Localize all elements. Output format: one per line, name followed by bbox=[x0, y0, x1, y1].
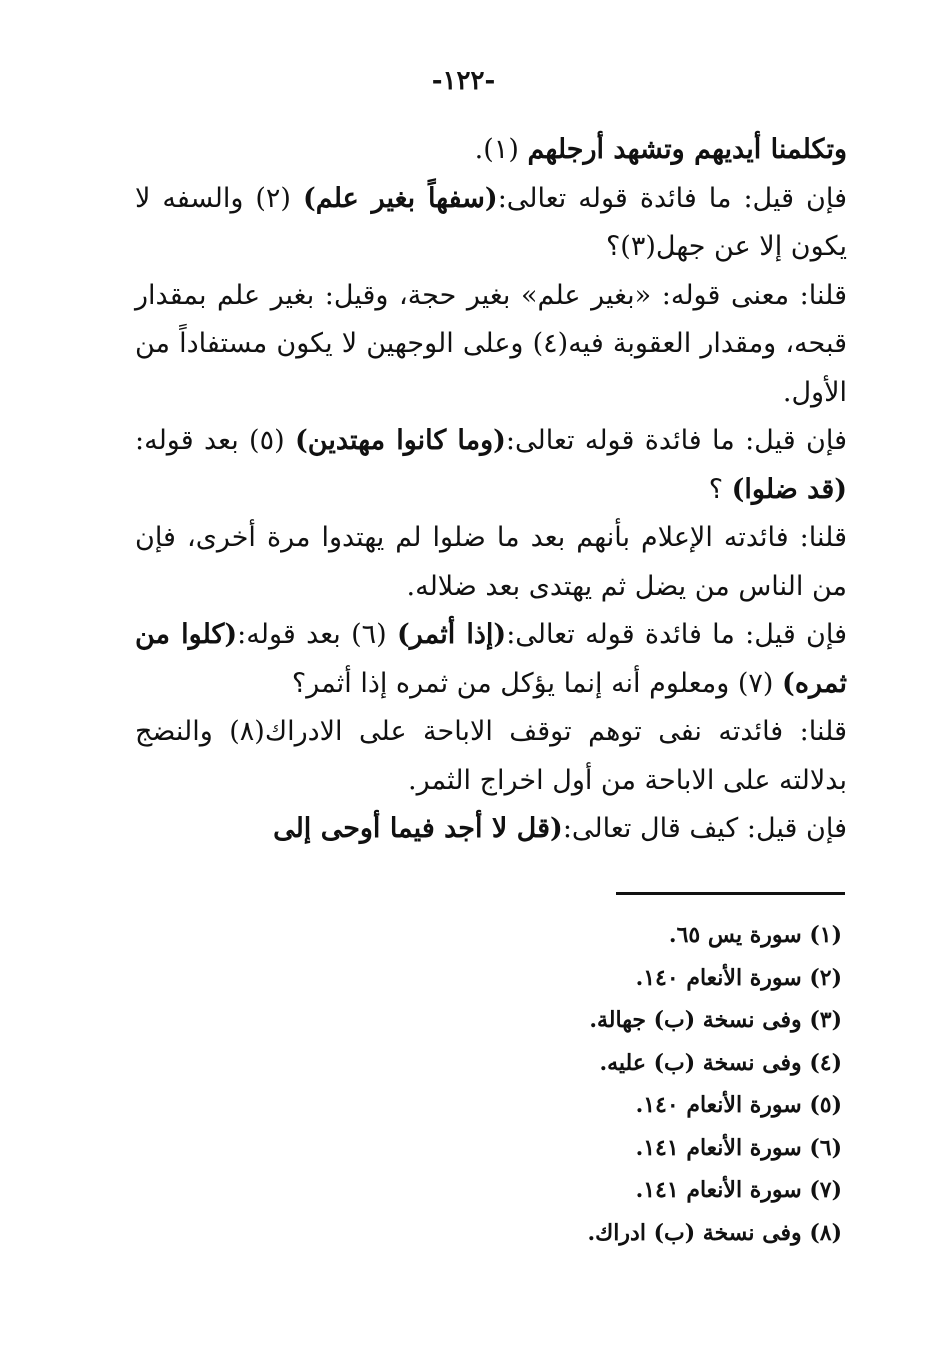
paragraph: قلنا: فائدته نفى توهم توقف الاباحة على الادراك(٨) والنضج بدلالته على الاباحة من أول اخراج الثمر. bbox=[135, 716, 847, 796]
footnote-separator bbox=[616, 892, 845, 895]
paragraph: قلنا: فائدته الإعلام بأنهم بعد ما ضلوا لم يهتدوا مرة أخرى، فإن من الناس من يضل ثم يهتدى بعد ضلاله. bbox=[135, 522, 847, 602]
paragraph: قلنا: معنى قوله: «بغير علم» بغير حجة، وقيل: بغير علم بمقدار قبحه، ومقدار العقوبة فيه(٤) وعلى الوجهين لا يكون مستفاداً من الأول. bbox=[135, 279, 847, 408]
paragraph: فإن قيل: ما فائدة قوله تعالى:(سفهاً بغير علم) (٢) والسفه لا يكون إلا عن جهل(٣)؟ bbox=[135, 182, 847, 262]
body-text bbox=[135, 126, 847, 854]
page-number: -١٢٢- bbox=[431, 66, 496, 96]
footnote-2: (٢) سورة الأنعام ١٤٠. bbox=[635, 964, 842, 991]
footnote-5: (٥) سورة الأنعام ١٤٠. bbox=[635, 1092, 842, 1118]
footnote-4: (٤) وفى نسخة (ب) عليه. bbox=[599, 1049, 842, 1076]
footnote-3: (٣) وفى نسخة (ب) جهالة. bbox=[589, 1007, 842, 1033]
paragraph: فإن قيل: ما فائدة قوله تعالى:(وما كانوا مهتدين) (٥) بعد قوله:(قد ضلوا) ؟ bbox=[135, 425, 847, 505]
footnote-8: (٨) وفى نسخة (ب) ادراك. bbox=[587, 1219, 842, 1246]
footnote-6: (٦) سورة الأنعام ١٤١. bbox=[635, 1134, 842, 1161]
paragraph: وتكلمنا أيديهم وتشهد أرجلهم (١). bbox=[474, 134, 847, 165]
footnote-1: (١) سورة يس ٦٥. bbox=[668, 922, 842, 948]
paragraph: فإن قيل: ما فائدة قوله تعالى:(إذا أثمر) (٦) بعد قوله:(كلوا من ثمره) (٧) ومعلوم أنه إنما يؤكل من ثمره إذا أثمر؟ bbox=[135, 619, 848, 699]
paragraph: فإن قيل: كيف قال تعالى:(قل لا أجد فيما أوحى إلى bbox=[273, 813, 847, 844]
footnotes bbox=[400, 914, 842, 1254]
footnote-7: (٧) سورة الأنعام ١٤١. bbox=[635, 1177, 842, 1203]
